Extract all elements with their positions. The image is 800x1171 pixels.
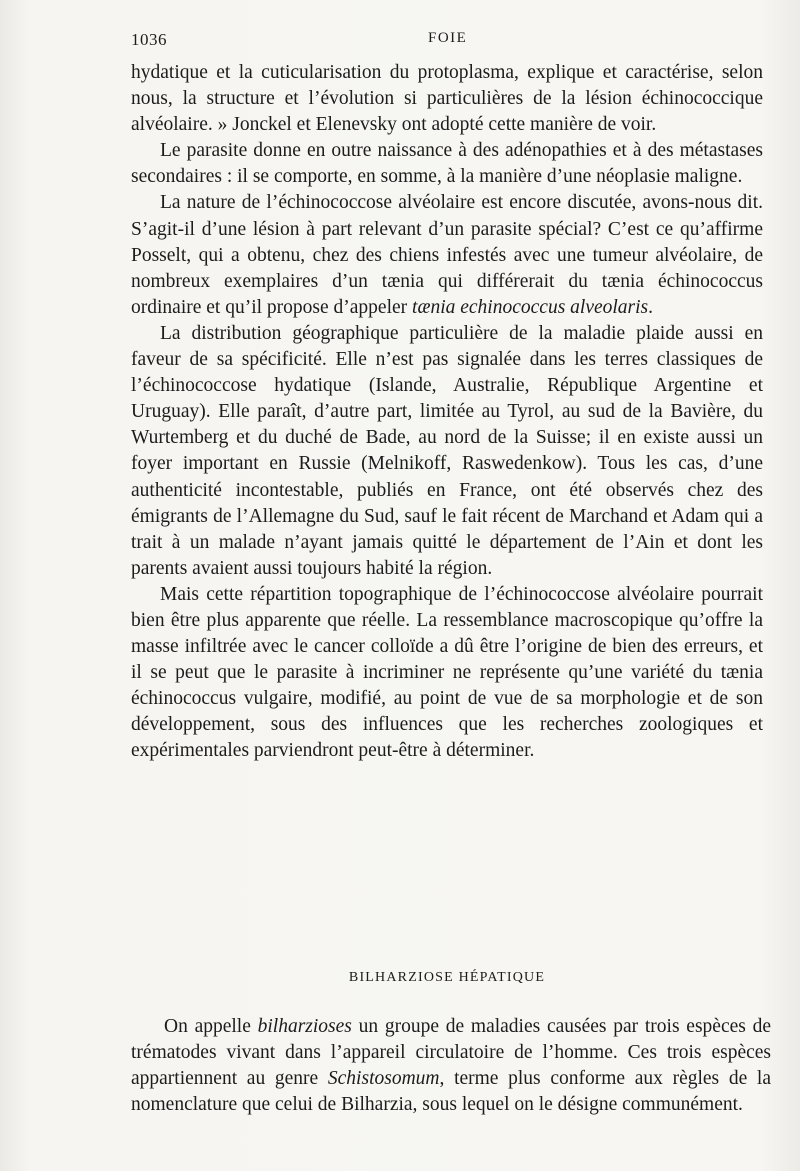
- italic-term: bilharzioses: [257, 1016, 352, 1037]
- paragraph-2: [131, 138, 763, 190]
- paragraph-text: hydatique et la cuticularisation du protoplasma, explique et caractérise, selon nous, la structure et l’évolution si particulières de la lésion échinococcique alvéolaire. » Jonckel et Elenevsky ont adopté cette manière de voir.: [131, 62, 763, 136]
- paragraph-text: La nature de l’échinococcose alvéolaire est encore discutée, avons-nous dit. S’agit-il d’une lésion à part relevant d’un parasite spécial? C’est ce qu’affirme Posselt, qui a obtenu, chez des chiens infestés avec une tumeur alvéolaire, de nombreux exemplaires d’un tænia qui différerait du tænia échinococcus ordinaire et qu’il propose d’appeler: [131, 192, 763, 318]
- paragraph-text: un groupe de maladies causées par trois espèces de trématodes vivant dans l’appareil circulatoire de l’homme. Ces trois espèces appartiennent au genre: [131, 1016, 771, 1090]
- section-paragraph: [131, 1014, 771, 1118]
- paragraph-text: On appelle: [164, 1016, 258, 1037]
- paragraph-text: La distribution géographique particulière de la maladie plaide aussi en faveur de sa spécificité. Elle n’est pas signalée dans les terres classiques de l’échinococcose hydatique (Islande, Australie, République Argentine et Uruguay). Elle paraît, d’autre part, limitée au Tyrol, au sud de la Bavière, du Wurtemberg et du duché de Bade, au nord de la Suisse; il en existe aussi un foyer important en Russie (Melnikoff, Raswedenkow). Tous les cas, d’une authenticité incontestable, publiés en France, ont été observés chez des émigrants de l’Allemagne du Sud, sauf le fait récent de Marchand et Adam qui a trait à un malade n’ayant jamais quitté le département de l’Ain et dont les parents avaient aussi toujours habité la région.: [131, 322, 763, 579]
- paragraph-4: [131, 321, 763, 582]
- paragraph-1: [131, 60, 763, 138]
- running-head: [131, 30, 763, 54]
- italic-term: Schistosomum: [327, 1068, 440, 1090]
- paragraph-text: .: [648, 296, 654, 318]
- page-number: 1036: [131, 30, 167, 49]
- paragraph-text: Le parasite donne en outre naissance à des adénopathies et à des métastases secondaires : il se comporte, en somme, à la manière d’une néoplasie maligne.: [131, 140, 763, 188]
- paragraph-5: [131, 582, 763, 765]
- running-title: FOIE: [428, 30, 468, 46]
- italic-term: tænia echinococcus alveolaris: [412, 296, 649, 318]
- paragraph-3: [131, 190, 763, 320]
- section-body: [131, 1014, 771, 1118]
- paragraph-text: Mais cette répartition topographique de l’échinococcose alvéolaire pourrait bien être plus apparente que réelle. La ressemblance macroscopique qu’offre la masse infiltrée avec le cancer colloïde a dû être l’origine de bien des erreurs, et il se peut que le parasite à incriminer ne représente qu’une variété du tænia échinococcus vulgaire, modifié, au point de vue de sa morphologie et de son développement, sous des influences que les recherches zoologiques et expérimentales parviendront peut-être à déterminer.: [131, 583, 763, 762]
- body-text: [131, 60, 763, 765]
- section-heading: BILHARZIOSE HÉPATIQUE: [348, 970, 546, 985]
- paragraph-text: , terme plus conforme aux règles de la nomenclature que celui de Bilharzia, sous lequel on le désigne communément.: [131, 1068, 772, 1116]
